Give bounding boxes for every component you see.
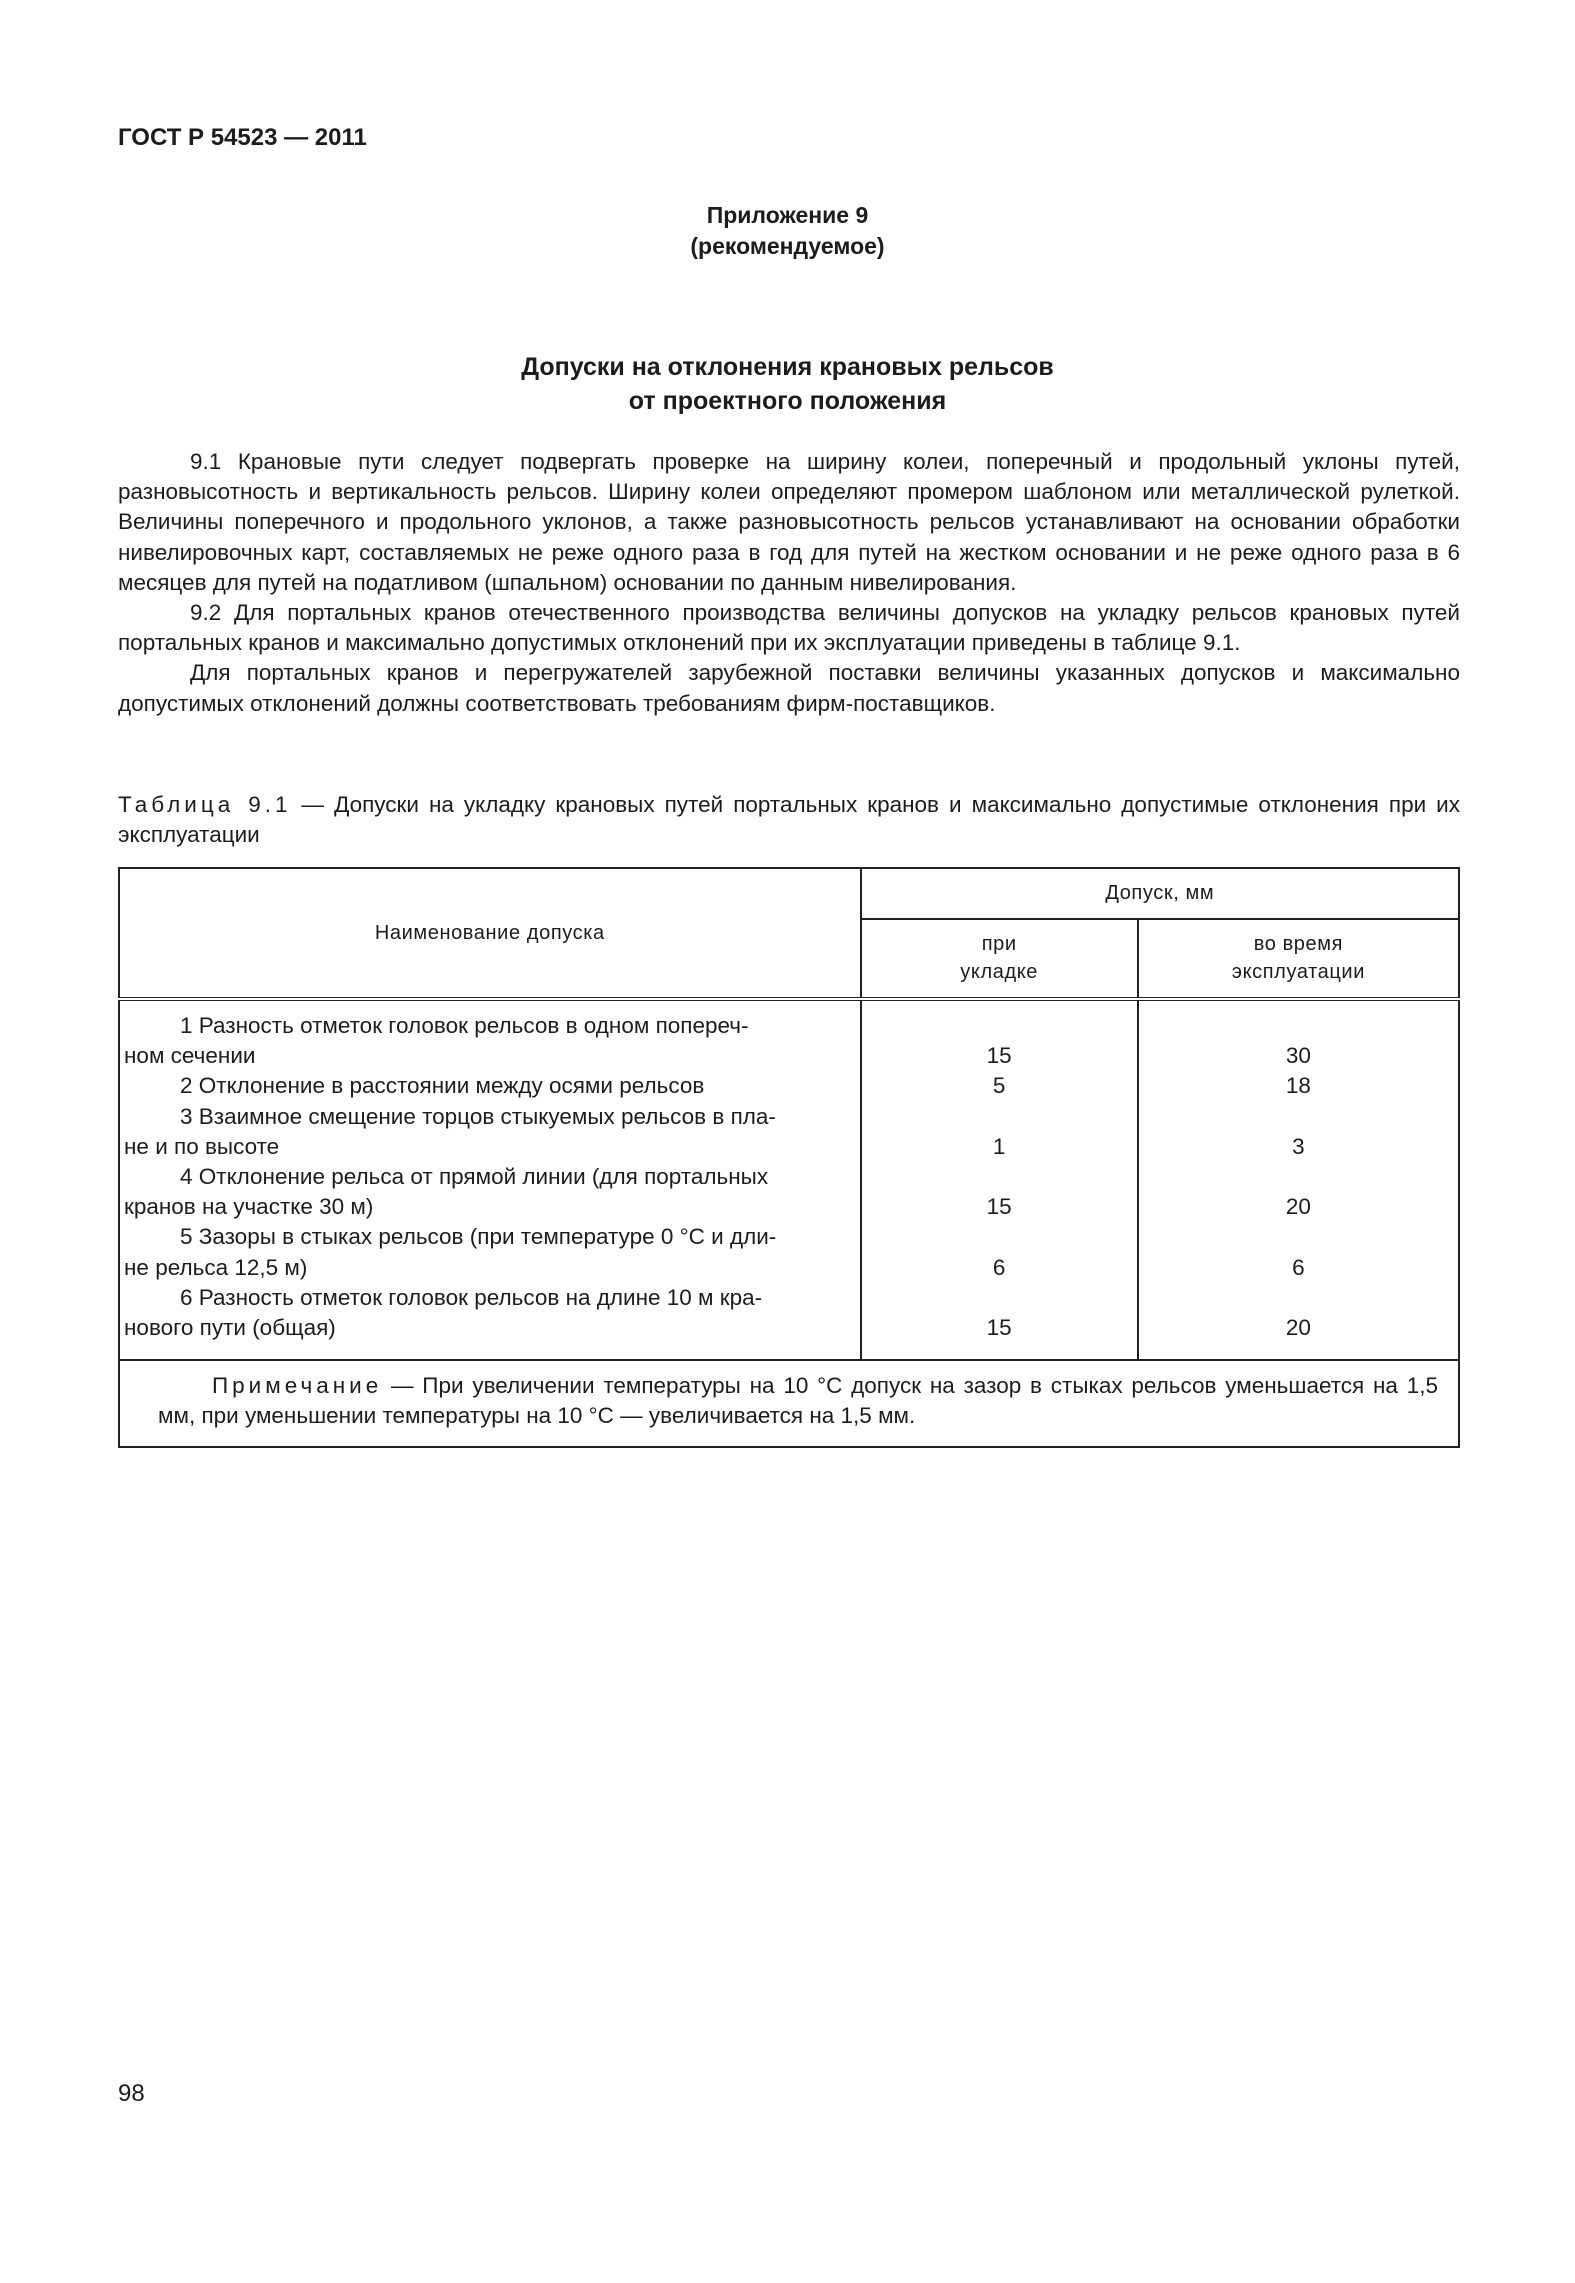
table-row: 1 Разность отметок головок рельсов в одном попереч- ном сечении <box>124 1013 749 1069</box>
annex-status: (рекомендуемое) <box>690 233 885 259</box>
table-caption-label: Таблица 9.1 <box>118 792 292 817</box>
section-heading <box>0 350 1575 418</box>
annex-heading <box>0 200 1575 262</box>
section-title-line-1: Допуски на отклонения крановых рельсов <box>521 353 1054 381</box>
laying-value: 1 <box>992 1133 1006 1159</box>
operation-value: 18 <box>1285 1073 1311 1099</box>
paragraph-foreign-cranes: Для портальных кранов и перегружателей зарубежной поставки величины указанных допусков и максимально допустимых отклонений должны соответствовать требованиям фирм-поставщиков. <box>118 660 1460 716</box>
operation-value: 20 <box>1285 1314 1311 1340</box>
paragraph-9-2: 9.2 Для портальных кранов отечественного производства величины допусков на укладку рельсов крановых путей портальных кранов и максимально допустимых отклонений при их эксплуатации приведены в таблице 9.1. <box>118 600 1460 656</box>
table-note-label: Примечание <box>212 1373 383 1399</box>
table-row: 3 Взаимное смещение торцов стыкуемых рельсов в пла- не и по высоте <box>124 1103 776 1159</box>
body-text <box>118 447 1460 719</box>
table-row: 6 Разность отметок головок рельсов на длине 10 м кра- нового пути (общая) <box>124 1284 763 1341</box>
header-operation: во время эксплуатации <box>1138 919 1459 999</box>
laying-values-column <box>861 999 1138 1360</box>
table-row: 4 Отклонение рельса от прямой линии (для портальных кранов на участке 30 м) <box>124 1164 769 1220</box>
header-tolerance-group: Допуск, мм <box>861 868 1459 919</box>
operation-value: 3 <box>1292 1133 1305 1159</box>
page-number: 98 <box>118 2080 145 2107</box>
paragraph-9-1: 9.1 Крановые пути следует подвергать проверке на ширину колеи, поперечный и продольный уклоны путей, разновысотность и вертикальность рельсов. Ширину колеи определяют промером шаблоном или металлической рулеткой. Величины поперечного и продольного уклонов, а также разновысотность рельсов устанавливают на основании обработки нивелировочных карт, составляемых не реже одного раза в год для путей на жестком основании и не реже одного раза в 6 месяцев для путей на податливом (шпальном) основании по данным нивелирования. <box>118 449 1460 595</box>
section-title-line-2: от проектного положения <box>628 387 947 415</box>
tolerance-table <box>118 867 1460 1448</box>
laying-value: 6 <box>992 1254 1006 1280</box>
laying-value: 15 <box>986 1194 1012 1220</box>
laying-value: 5 <box>992 1073 1006 1099</box>
table-caption-text: — Допуски на укладку крановых путей портальных кранов и максимально допустимые отклонения при их эксплуатации <box>118 792 1460 847</box>
table-row: 5 Зазоры в стыках рельсов (при температуре 0 °С и дли- не рельса 12,5 м) <box>124 1224 777 1280</box>
table-note <box>119 1360 1459 1446</box>
table-row: 2 Отклонение в расстоянии между осями рельсов <box>180 1073 705 1099</box>
operation-value: 6 <box>1292 1254 1305 1280</box>
annex-title: Приложение 9 <box>706 202 869 228</box>
tolerance-names-column <box>119 999 861 1360</box>
laying-value: 15 <box>986 1314 1012 1340</box>
operation-value: 30 <box>1285 1043 1311 1069</box>
table-caption <box>118 790 1460 850</box>
operation-value: 20 <box>1285 1194 1311 1220</box>
header-laying: при укладке <box>861 919 1138 999</box>
document-header: ГОСТ Р 54523 — 2011 <box>118 124 367 151</box>
laying-value: 15 <box>986 1043 1012 1069</box>
table-note-text: — При увеличении температуры на 10 °С допуск на зазор в стыках рельсов уменьшается на 1,5 мм, при уменьшении температуры на 10 °С — увеличивается на 1,5 мм. <box>158 1373 1438 1429</box>
header-tolerance-name: Наименование допуска <box>119 868 861 999</box>
operation-values-column <box>1138 999 1459 1360</box>
